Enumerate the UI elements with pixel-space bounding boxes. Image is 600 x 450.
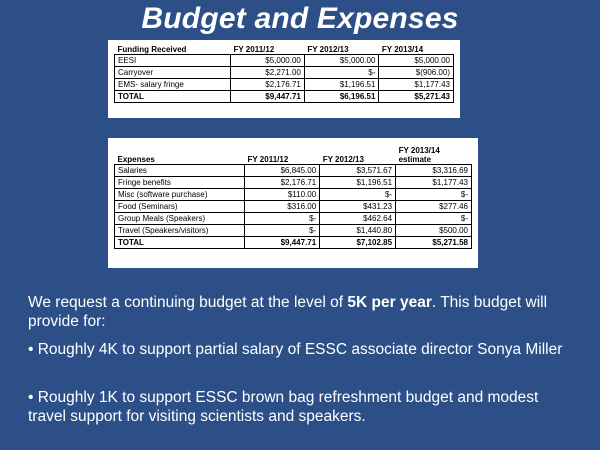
- funding-table-panel: [108, 40, 460, 118]
- p1-emphasis: 5K per year: [347, 294, 432, 311]
- total-row: [115, 237, 472, 249]
- cell-value: $1,196.51: [304, 79, 379, 91]
- cell-value: $3,316.69: [396, 165, 472, 177]
- expenses-col-fy1314-year: FY 2013/14: [398, 146, 440, 155]
- row-label: Misc (software purchase): [115, 189, 245, 201]
- total-row: [115, 91, 454, 103]
- row-label: Food (Seminars): [115, 201, 245, 213]
- expenses-col-fy1112: FY 2011/12: [247, 155, 289, 164]
- cell-value: $-: [245, 225, 320, 237]
- cell-value: $-: [396, 189, 472, 201]
- table-row: [115, 165, 472, 177]
- cell-value: $2,176.71: [245, 177, 320, 189]
- expenses-header-row: [115, 140, 472, 165]
- table-row: [115, 79, 454, 91]
- table-row: [115, 225, 472, 237]
- cell-value: $1,177.43: [379, 79, 454, 91]
- budget-request-paragraph: [28, 293, 580, 331]
- cell-value: $277.46: [396, 201, 472, 213]
- expenses-col-label: Expenses: [117, 155, 155, 164]
- slide-title: Budget and Expenses: [141, 2, 459, 35]
- cell-value: $-: [396, 213, 472, 225]
- cell-value: $-: [304, 67, 379, 79]
- cell-value: $7,102.85: [320, 237, 396, 249]
- bullet-refreshment-travel: • Roughly 1K to support ESSC brown bag refreshment budget and modest travel support for visiting scientists and speakers.: [28, 389, 539, 425]
- cell-value: $1,177.43: [396, 177, 472, 189]
- bullet-salary-support: • Roughly 4K to support partial salary of ESSC associate director Sonya Miller: [28, 341, 563, 358]
- cell-value: $6,845.00: [245, 165, 320, 177]
- cell-value: $462.64: [320, 213, 396, 225]
- cell-value: $-: [245, 213, 320, 225]
- row-label: Salaries: [115, 165, 245, 177]
- table-row: [115, 55, 454, 67]
- funding-col-fy1314: FY 2013/14: [381, 45, 424, 54]
- cell-value: $2,176.71: [231, 79, 305, 91]
- funding-header-row: [115, 42, 454, 55]
- table-row: [115, 213, 472, 225]
- expenses-col-fy1213: FY 2012/13: [322, 155, 364, 164]
- cell-value: $500.00: [396, 225, 472, 237]
- cell-value: $110.00: [245, 189, 320, 201]
- cell-value: $5,271.43: [379, 91, 454, 103]
- cell-value: $431.23: [320, 201, 396, 213]
- cell-value: $5,000.00: [231, 55, 305, 67]
- cell-value: $9,447.71: [231, 91, 305, 103]
- cell-value: $5,000.00: [304, 55, 379, 67]
- table-row: [115, 189, 472, 201]
- row-label: Travel (Speakers/visitors): [115, 225, 245, 237]
- funding-col-fy1213: FY 2012/13: [307, 45, 349, 54]
- p1-text-a: We request a continuing budget at the level of: [28, 294, 348, 311]
- funding-col-fy1112: FY 2011/12: [233, 45, 275, 54]
- row-label: Fringe benefits: [115, 177, 245, 189]
- p1-text-b: . This budget will provide for:: [28, 294, 548, 330]
- cell-value: $9,447.71: [245, 237, 320, 249]
- row-label: EMS- salary fringe: [115, 79, 231, 91]
- row-label: Group Meals (Speakers): [115, 213, 245, 225]
- row-label: EESI: [115, 55, 231, 67]
- cell-value: $6,196.51: [304, 91, 379, 103]
- cell-value: $1,440.80: [320, 225, 396, 237]
- expenses-col-fy1314-note: estimate: [398, 155, 432, 164]
- row-label: TOTAL: [115, 91, 231, 103]
- cell-value: $1,196.51: [320, 177, 396, 189]
- cell-value: $5,271.58: [396, 237, 472, 249]
- expenses-table-panel: [108, 138, 478, 268]
- table-row: [115, 67, 454, 79]
- row-label: Carryover: [115, 67, 231, 79]
- row-label: TOTAL: [115, 237, 245, 249]
- table-row: [115, 201, 472, 213]
- cell-value: $-: [320, 189, 396, 201]
- expenses-col-fy1314: [396, 140, 472, 165]
- funding-col-label: Funding Received: [117, 45, 187, 54]
- funding-table: [114, 42, 454, 103]
- cell-value: $5,000.00: [379, 55, 454, 67]
- table-row: [115, 177, 472, 189]
- cell-value: $(906.00): [379, 67, 454, 79]
- cell-value: $3,571.67: [320, 165, 396, 177]
- cell-value: $2,271.00: [231, 67, 305, 79]
- cell-value: $316.00: [245, 201, 320, 213]
- expenses-table: [114, 140, 472, 249]
